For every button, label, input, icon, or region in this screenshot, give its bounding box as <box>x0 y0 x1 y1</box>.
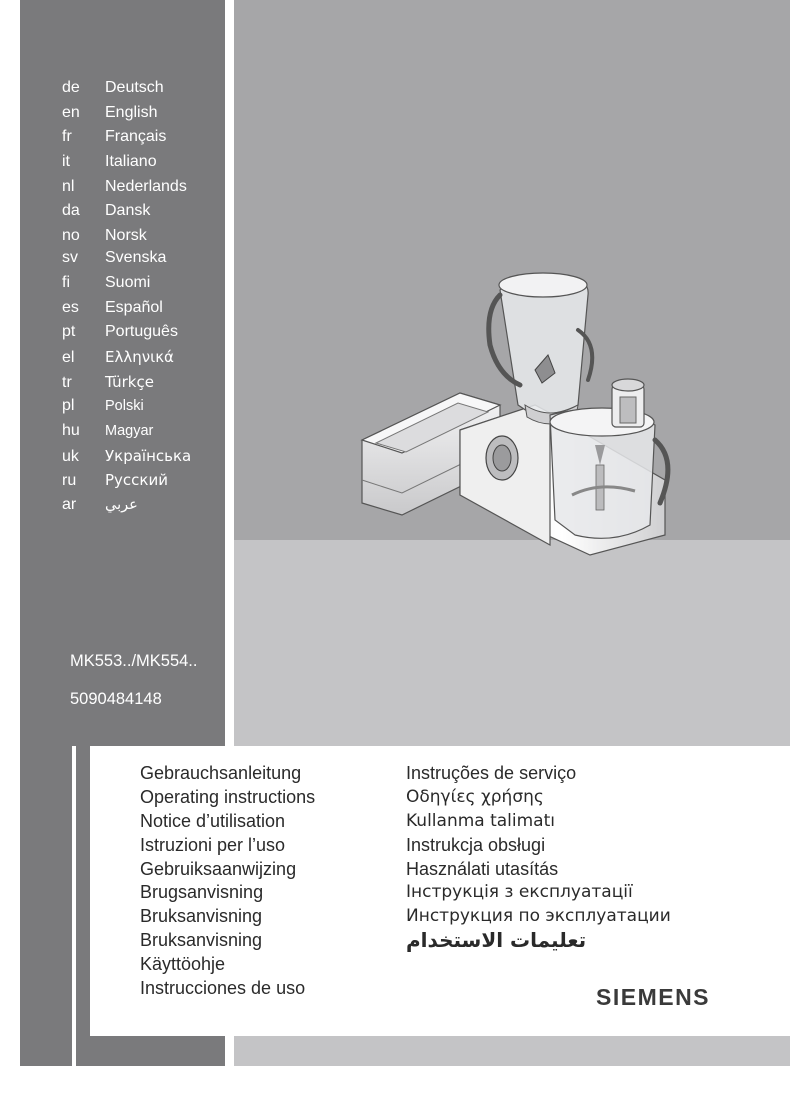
list-item <box>62 419 227 444</box>
lang-code: sv <box>62 249 78 267</box>
lang-code: fr <box>62 128 72 146</box>
list-item <box>62 175 227 200</box>
manual-title: Инструкция по эксплуатации <box>406 906 671 927</box>
lang-name: Français <box>105 128 167 146</box>
lang-code: el <box>62 348 75 366</box>
list-item <box>62 394 227 419</box>
list-item <box>62 271 227 296</box>
manual-title: Instrukcja obsługi <box>406 834 546 855</box>
lang-name: Русский <box>105 471 168 490</box>
manual-title: Istruzioni per l’uso <box>140 834 286 855</box>
lang-name: Dansk <box>105 202 151 220</box>
lang-name: Norsk <box>105 227 147 245</box>
list-item <box>62 345 227 370</box>
lang-name: Ελληνικά <box>105 347 174 366</box>
list-item <box>62 125 227 150</box>
part-number: 5090484148 <box>70 690 162 708</box>
lang-name: Suomi <box>105 273 151 291</box>
lang-code: ru <box>62 472 77 490</box>
manual-title: Instrucciones de uso <box>140 978 306 999</box>
lang-name: عربي <box>105 497 138 513</box>
list-item <box>62 76 227 101</box>
lang-code: es <box>62 298 79 316</box>
list-item <box>62 320 227 345</box>
lang-code: uk <box>62 447 79 465</box>
list-item <box>62 296 227 321</box>
lang-code: en <box>62 103 80 121</box>
lang-code: tr <box>62 373 72 391</box>
lang-code: it <box>62 153 70 171</box>
manual-title: Instruções de serviço <box>406 763 577 783</box>
titles-column-left <box>140 762 315 1001</box>
lang-name: Türkçe <box>105 372 154 391</box>
brand-logo: SIEMENS <box>596 984 711 1010</box>
manual-title: Gebrauchsanleitung <box>140 763 302 783</box>
manual-title: Notice d’utilisation <box>140 810 286 831</box>
lang-code: pt <box>62 323 76 341</box>
manual-title: تعليمات الاستخدام <box>406 928 587 953</box>
manual-title: Operating instructions <box>140 786 316 807</box>
lang-code: da <box>62 202 80 220</box>
manual-title: Kullanma talimatı <box>406 810 555 831</box>
lang-name: Nederlands <box>105 177 187 195</box>
lang-name: Italiano <box>105 153 157 171</box>
lang-name: Polski <box>105 398 144 415</box>
list-item <box>62 150 227 175</box>
lang-code: hu <box>62 421 80 439</box>
manual-title: Інструкція з експлуатації <box>406 882 633 903</box>
lang-name: Português <box>105 323 178 341</box>
model-number: MK553../MK554.. <box>70 652 198 670</box>
manual-title: Gebruiksaanwijzing <box>140 858 297 879</box>
list-item <box>62 468 227 493</box>
language-list <box>62 76 227 518</box>
list-item <box>62 246 227 271</box>
lang-name: Magyar <box>105 422 154 439</box>
manual-title: Brugsanvisning <box>140 882 264 903</box>
lang-code: de <box>62 79 80 96</box>
list-item <box>62 101 227 126</box>
bottom-panel <box>234 1036 790 1066</box>
titles-column-right <box>406 762 671 953</box>
lang-code: fi <box>62 273 70 291</box>
vertical-rule <box>72 746 76 1066</box>
manual-title: Käyttöohje <box>140 954 226 975</box>
lang-name: Українська <box>105 446 192 465</box>
lang-code: ar <box>62 496 77 513</box>
manual-title: Bruksanvisning <box>140 930 263 951</box>
list-item <box>62 444 227 469</box>
food-processor-illustration <box>350 255 680 560</box>
lang-name: Deutsch <box>105 79 164 96</box>
lang-code: nl <box>62 177 75 195</box>
lang-code: no <box>62 227 80 245</box>
lang-name: Español <box>105 298 163 316</box>
list-item <box>62 493 227 518</box>
lang-code: pl <box>62 397 75 415</box>
list-item <box>62 199 227 224</box>
list-item <box>62 225 227 246</box>
manual-title: Οδηγίες χρήσης <box>406 786 544 807</box>
lang-name: Svenska <box>105 249 167 267</box>
list-item <box>62 370 227 395</box>
manual-title: Használati utasítás <box>406 858 559 879</box>
mid-panel <box>234 540 790 746</box>
lang-name: English <box>105 103 158 121</box>
manual-title: Bruksanvisning <box>140 906 263 927</box>
